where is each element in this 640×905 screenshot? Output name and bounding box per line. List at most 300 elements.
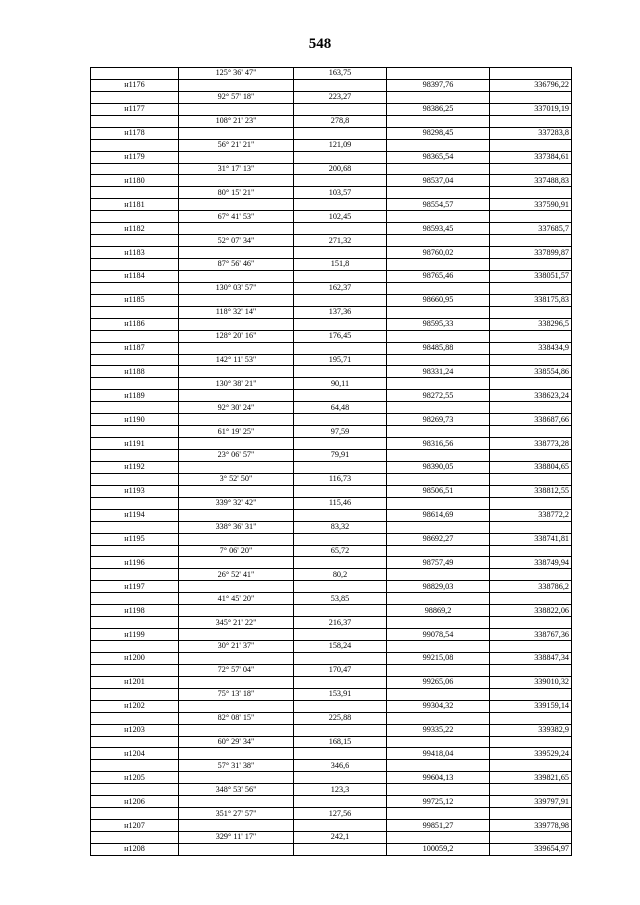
direction-angle-cell [179, 247, 294, 259]
distance-cell: 116,73 [294, 473, 387, 485]
y-coordinate-cell: 338804,65 [490, 461, 572, 473]
x-coordinate-cell [387, 784, 490, 796]
y-coordinate-cell [490, 426, 572, 438]
y-coordinate-cell [490, 282, 572, 294]
point-name-cell [91, 139, 179, 151]
y-coordinate-cell: 338749,94 [490, 557, 572, 569]
x-coordinate-cell [387, 497, 490, 509]
direction-angle-cell: 57° 31' 38" [179, 760, 294, 772]
y-coordinate-cell [490, 617, 572, 629]
distance-cell [294, 294, 387, 306]
table-row [91, 497, 572, 509]
distance-cell [294, 79, 387, 91]
table-row [91, 402, 572, 414]
distance-cell: 121,09 [294, 139, 387, 151]
x-coordinate-cell [387, 593, 490, 605]
point-name-cell: н1204 [91, 748, 179, 760]
table-row [91, 843, 572, 855]
distance-cell: 83,32 [294, 521, 387, 533]
x-coordinate-cell: 98614,69 [387, 509, 490, 521]
distance-cell [294, 772, 387, 784]
distance-cell [294, 581, 387, 593]
distance-cell: 225,88 [294, 712, 387, 724]
table-row [91, 151, 572, 163]
direction-angle-cell: 92° 57' 18" [179, 91, 294, 103]
distance-cell [294, 223, 387, 235]
x-coordinate-cell [387, 235, 490, 247]
distance-cell [294, 533, 387, 545]
x-coordinate-cell: 99215,08 [387, 652, 490, 664]
x-coordinate-cell: 98692,27 [387, 533, 490, 545]
table-row [91, 617, 572, 629]
x-coordinate-cell: 98298,45 [387, 127, 490, 139]
table-row [91, 736, 572, 748]
table-row [91, 784, 572, 796]
point-name-cell [91, 569, 179, 581]
table-row [91, 354, 572, 366]
direction-angle-cell [179, 700, 294, 712]
direction-angle-cell [179, 79, 294, 91]
point-name-cell [91, 808, 179, 820]
x-coordinate-cell: 98269,73 [387, 414, 490, 426]
y-coordinate-cell [490, 211, 572, 223]
y-coordinate-cell: 337685,7 [490, 223, 572, 235]
distance-cell [294, 843, 387, 855]
point-name-cell: н1196 [91, 557, 179, 569]
table-row [91, 115, 572, 127]
direction-angle-cell [179, 676, 294, 688]
y-coordinate-cell [490, 545, 572, 557]
x-coordinate-cell: 98386,25 [387, 103, 490, 115]
distance-cell [294, 461, 387, 473]
y-coordinate-cell: 338741,81 [490, 533, 572, 545]
y-coordinate-cell [490, 139, 572, 151]
y-coordinate-cell [490, 402, 572, 414]
page-number: 548 [308, 36, 332, 52]
table-row [91, 700, 572, 712]
point-name-cell: н1205 [91, 772, 179, 784]
direction-angle-cell [179, 796, 294, 808]
point-name-cell [91, 211, 179, 223]
table-row [91, 366, 572, 378]
y-coordinate-cell: 338767,36 [490, 629, 572, 641]
x-coordinate-cell [387, 91, 490, 103]
distance-cell: 137,36 [294, 306, 387, 318]
direction-angle-cell [179, 820, 294, 832]
direction-angle-cell: 351° 27' 57" [179, 808, 294, 820]
point-name-cell: н1199 [91, 629, 179, 641]
point-name-cell: н1206 [91, 796, 179, 808]
direction-angle-cell [179, 724, 294, 736]
distance-cell: 195,71 [294, 354, 387, 366]
point-name-cell: н1200 [91, 652, 179, 664]
direction-angle-cell: 23° 06' 57" [179, 450, 294, 462]
direction-angle-cell [179, 342, 294, 354]
y-coordinate-cell [490, 688, 572, 700]
point-name-cell [91, 473, 179, 485]
table-row [91, 724, 572, 736]
x-coordinate-cell: 98757,49 [387, 557, 490, 569]
point-name-cell [91, 378, 179, 390]
y-coordinate-cell: 338296,5 [490, 318, 572, 330]
y-coordinate-cell [490, 760, 572, 772]
y-coordinate-cell [490, 736, 572, 748]
x-coordinate-cell [387, 712, 490, 724]
distance-cell [294, 366, 387, 378]
x-coordinate-cell: 100059,2 [387, 843, 490, 855]
distance-cell: 162,37 [294, 282, 387, 294]
point-name-cell [91, 832, 179, 844]
y-coordinate-cell: 337283,8 [490, 127, 572, 139]
table-row [91, 485, 572, 497]
x-coordinate-cell [387, 378, 490, 390]
table-row [91, 557, 572, 569]
distance-cell: 223,27 [294, 91, 387, 103]
y-coordinate-cell [490, 235, 572, 247]
y-coordinate-cell [490, 521, 572, 533]
distance-cell: 79,91 [294, 450, 387, 462]
direction-angle-cell: 67° 41' 53" [179, 211, 294, 223]
distance-cell [294, 605, 387, 617]
direction-angle-cell: 345° 21' 22" [179, 617, 294, 629]
distance-cell: 151,8 [294, 259, 387, 271]
y-coordinate-cell: 338554,86 [490, 366, 572, 378]
x-coordinate-cell: 98331,24 [387, 366, 490, 378]
point-name-cell [91, 91, 179, 103]
point-name-cell: н1202 [91, 700, 179, 712]
direction-angle-cell: 52° 07' 34" [179, 235, 294, 247]
distance-cell: 271,32 [294, 235, 387, 247]
point-name-cell [91, 235, 179, 247]
x-coordinate-cell [387, 664, 490, 676]
y-coordinate-cell [490, 163, 572, 175]
x-coordinate-cell [387, 163, 490, 175]
x-coordinate-cell: 98365,54 [387, 151, 490, 163]
table-row [91, 545, 572, 557]
table-row [91, 390, 572, 402]
coordinates-table [90, 67, 572, 856]
direction-angle-cell [179, 366, 294, 378]
point-name-cell [91, 115, 179, 127]
direction-angle-cell: 338° 36' 31" [179, 521, 294, 533]
point-name-cell [91, 664, 179, 676]
point-name-cell: н1177 [91, 103, 179, 115]
direction-angle-cell: 130° 38' 21" [179, 378, 294, 390]
y-coordinate-cell [490, 378, 572, 390]
y-coordinate-cell [490, 115, 572, 127]
distance-cell: 170,47 [294, 664, 387, 676]
table-row [91, 652, 572, 664]
y-coordinate-cell: 339778,98 [490, 820, 572, 832]
table-row [91, 760, 572, 772]
x-coordinate-cell [387, 521, 490, 533]
y-coordinate-cell [490, 354, 572, 366]
table-row [91, 820, 572, 832]
direction-angle-cell [179, 461, 294, 473]
direction-angle-cell: 61° 19' 25" [179, 426, 294, 438]
x-coordinate-cell [387, 187, 490, 199]
distance-cell [294, 700, 387, 712]
table-row [91, 187, 572, 199]
direction-angle-cell [179, 223, 294, 235]
y-coordinate-cell: 338175,83 [490, 294, 572, 306]
x-coordinate-cell: 98595,33 [387, 318, 490, 330]
x-coordinate-cell [387, 569, 490, 581]
point-name-cell [91, 354, 179, 366]
y-coordinate-cell [490, 593, 572, 605]
x-coordinate-cell: 98765,46 [387, 270, 490, 282]
x-coordinate-cell: 98660,95 [387, 294, 490, 306]
x-coordinate-cell [387, 832, 490, 844]
table-row [91, 676, 572, 688]
x-coordinate-cell [387, 402, 490, 414]
direction-angle-cell: 31° 17' 13" [179, 163, 294, 175]
point-name-cell: н1187 [91, 342, 179, 354]
x-coordinate-cell [387, 808, 490, 820]
table-row [91, 342, 572, 354]
x-coordinate-cell: 98506,51 [387, 485, 490, 497]
point-name-cell [91, 545, 179, 557]
table-row [91, 748, 572, 760]
table-row [91, 521, 572, 533]
point-name-cell [91, 282, 179, 294]
table-row [91, 306, 572, 318]
table-row [91, 473, 572, 485]
direction-angle-cell: 56° 21' 21" [179, 139, 294, 151]
x-coordinate-cell [387, 259, 490, 271]
distance-cell [294, 629, 387, 641]
point-name-cell [91, 617, 179, 629]
x-coordinate-cell: 99725,12 [387, 796, 490, 808]
point-name-cell: н1208 [91, 843, 179, 855]
table-row [91, 533, 572, 545]
table-row [91, 438, 572, 450]
direction-angle-cell [179, 414, 294, 426]
point-name-cell [91, 402, 179, 414]
table-row [91, 223, 572, 235]
direction-angle-cell [179, 509, 294, 521]
direction-angle-cell: 92° 30' 24" [179, 402, 294, 414]
y-coordinate-cell: 337899,87 [490, 247, 572, 259]
table-row [91, 581, 572, 593]
distance-cell [294, 151, 387, 163]
table-row [91, 330, 572, 342]
direction-angle-cell [179, 270, 294, 282]
distance-cell [294, 270, 387, 282]
x-coordinate-cell: 98593,45 [387, 223, 490, 235]
point-name-cell [91, 259, 179, 271]
x-coordinate-cell: 98316,56 [387, 438, 490, 450]
y-coordinate-cell [490, 664, 572, 676]
y-coordinate-cell: 336796,22 [490, 79, 572, 91]
direction-angle-cell: 87° 56' 46" [179, 259, 294, 271]
distance-cell: 103,57 [294, 187, 387, 199]
direction-angle-cell: 329° 11' 17" [179, 832, 294, 844]
point-name-cell [91, 688, 179, 700]
distance-cell [294, 247, 387, 259]
direction-angle-cell: 130° 03' 57" [179, 282, 294, 294]
direction-angle-cell: 125° 36' 47" [179, 68, 294, 80]
point-name-cell: н1182 [91, 223, 179, 235]
point-name-cell [91, 760, 179, 772]
distance-cell [294, 676, 387, 688]
y-coordinate-cell: 337488,83 [490, 175, 572, 187]
point-name-cell [91, 521, 179, 533]
point-name-cell: н1195 [91, 533, 179, 545]
distance-cell: 53,85 [294, 593, 387, 605]
x-coordinate-cell: 98485,88 [387, 342, 490, 354]
y-coordinate-cell: 339797,91 [490, 796, 572, 808]
direction-angle-cell: 41° 45' 20" [179, 593, 294, 605]
y-coordinate-cell [490, 68, 572, 80]
point-name-cell: н1207 [91, 820, 179, 832]
table-row [91, 247, 572, 259]
direction-angle-cell: 339° 32' 42" [179, 497, 294, 509]
point-name-cell: н1192 [91, 461, 179, 473]
direction-angle-cell [179, 652, 294, 664]
x-coordinate-cell: 98554,57 [387, 199, 490, 211]
distance-cell: 102,45 [294, 211, 387, 223]
y-coordinate-cell [490, 330, 572, 342]
distance-cell: 158,24 [294, 641, 387, 653]
table-row [91, 605, 572, 617]
y-coordinate-cell: 337590,91 [490, 199, 572, 211]
direction-angle-cell: 82° 08' 15" [179, 712, 294, 724]
x-coordinate-cell [387, 450, 490, 462]
direction-angle-cell [179, 605, 294, 617]
direction-angle-cell [179, 533, 294, 545]
direction-angle-cell: 128° 20' 16" [179, 330, 294, 342]
x-coordinate-cell: 98829,03 [387, 581, 490, 593]
coordinates-table-body [91, 68, 572, 856]
direction-angle-cell: 3° 52' 50" [179, 473, 294, 485]
direction-angle-cell: 30° 21' 37" [179, 641, 294, 653]
distance-cell [294, 796, 387, 808]
table-row [91, 318, 572, 330]
y-coordinate-cell: 339159,14 [490, 700, 572, 712]
x-coordinate-cell: 98869,2 [387, 605, 490, 617]
point-name-cell: н1198 [91, 605, 179, 617]
point-name-cell: н1189 [91, 390, 179, 402]
direction-angle-cell: 108° 21' 23" [179, 115, 294, 127]
x-coordinate-cell: 99335,22 [387, 724, 490, 736]
direction-angle-cell [179, 557, 294, 569]
distance-cell [294, 390, 387, 402]
y-coordinate-cell: 338786,2 [490, 581, 572, 593]
table-row [91, 461, 572, 473]
y-coordinate-cell [490, 91, 572, 103]
point-name-cell [91, 712, 179, 724]
direction-angle-cell [179, 772, 294, 784]
y-coordinate-cell [490, 187, 572, 199]
x-coordinate-cell [387, 115, 490, 127]
distance-cell [294, 318, 387, 330]
y-coordinate-cell: 337384,61 [490, 151, 572, 163]
distance-cell: 346,6 [294, 760, 387, 772]
distance-cell: 115,46 [294, 497, 387, 509]
direction-angle-cell: 80° 15' 21" [179, 187, 294, 199]
distance-cell: 163,75 [294, 68, 387, 80]
table-row [91, 68, 572, 80]
distance-cell [294, 724, 387, 736]
table-row [91, 163, 572, 175]
table-row [91, 688, 572, 700]
table-row [91, 91, 572, 103]
distance-cell: 64,48 [294, 402, 387, 414]
distance-cell [294, 509, 387, 521]
x-coordinate-cell [387, 330, 490, 342]
x-coordinate-cell: 99851,27 [387, 820, 490, 832]
table-row [91, 414, 572, 426]
point-name-cell [91, 306, 179, 318]
y-coordinate-cell [490, 450, 572, 462]
point-name-cell [91, 450, 179, 462]
distance-cell [294, 175, 387, 187]
distance-cell: 80,2 [294, 569, 387, 581]
x-coordinate-cell: 99418,04 [387, 748, 490, 760]
x-coordinate-cell [387, 760, 490, 772]
point-name-cell [91, 593, 179, 605]
distance-cell: 127,56 [294, 808, 387, 820]
y-coordinate-cell: 338772,2 [490, 509, 572, 521]
distance-cell [294, 748, 387, 760]
x-coordinate-cell: 98390,05 [387, 461, 490, 473]
y-coordinate-cell: 338051,57 [490, 270, 572, 282]
direction-angle-cell: 75° 13' 18" [179, 688, 294, 700]
table-row [91, 175, 572, 187]
point-name-cell: н1197 [91, 581, 179, 593]
y-coordinate-cell [490, 808, 572, 820]
table-row [91, 426, 572, 438]
distance-cell [294, 485, 387, 497]
direction-angle-cell [179, 294, 294, 306]
point-name-cell: н1193 [91, 485, 179, 497]
direction-angle-cell [179, 199, 294, 211]
table-row [91, 270, 572, 282]
distance-cell: 90,11 [294, 378, 387, 390]
direction-angle-cell [179, 581, 294, 593]
point-name-cell [91, 641, 179, 653]
x-coordinate-cell [387, 354, 490, 366]
y-coordinate-cell: 337019,19 [490, 103, 572, 115]
direction-angle-cell [179, 629, 294, 641]
point-name-cell [91, 426, 179, 438]
point-name-cell: н1191 [91, 438, 179, 450]
direction-angle-cell [179, 748, 294, 760]
point-name-cell: н1181 [91, 199, 179, 211]
table-row [91, 569, 572, 581]
distance-cell: 153,91 [294, 688, 387, 700]
y-coordinate-cell: 338623,24 [490, 390, 572, 402]
point-name-cell: н1188 [91, 366, 179, 378]
x-coordinate-cell: 99078,54 [387, 629, 490, 641]
direction-angle-cell [179, 485, 294, 497]
distance-cell: 200,68 [294, 163, 387, 175]
direction-angle-cell [179, 318, 294, 330]
x-coordinate-cell [387, 282, 490, 294]
x-coordinate-cell [387, 736, 490, 748]
x-coordinate-cell [387, 68, 490, 80]
y-coordinate-cell: 339654,97 [490, 843, 572, 855]
x-coordinate-cell [387, 545, 490, 557]
distance-cell: 97,59 [294, 426, 387, 438]
table-row [91, 139, 572, 151]
distance-cell: 123,3 [294, 784, 387, 796]
point-name-cell: н1178 [91, 127, 179, 139]
y-coordinate-cell [490, 473, 572, 485]
y-coordinate-cell: 338822,06 [490, 605, 572, 617]
x-coordinate-cell: 99604,13 [387, 772, 490, 784]
